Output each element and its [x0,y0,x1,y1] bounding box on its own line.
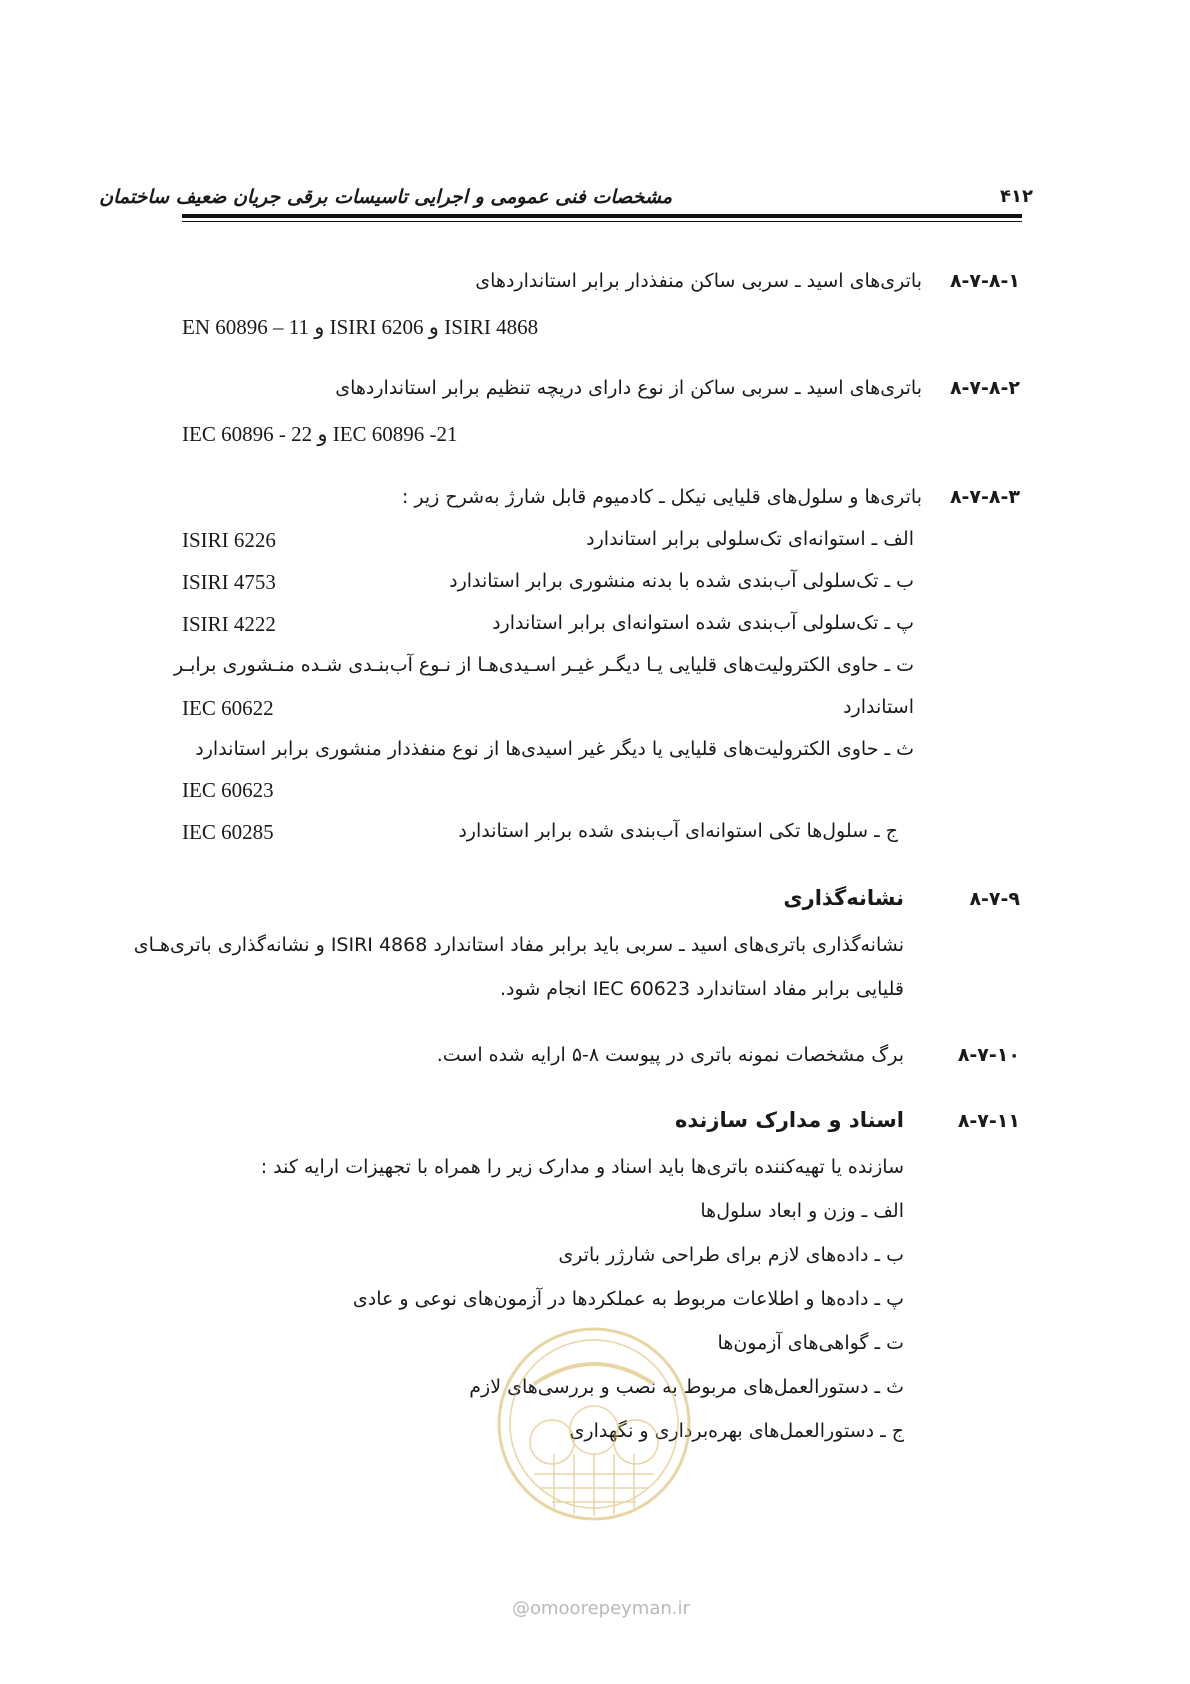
list-item: ت ـ گواهی‌های آزمون‌ها [717,1332,904,1354]
watermark-seal-icon [494,1324,694,1554]
section-number: ۸-۷-۱۱ [957,1110,1020,1132]
list-item: الف ـ وزن و ابعاد سلول‌ها [700,1200,904,1222]
paragraph-line: نشانه‌گذاری باتری‌های اسید ـ سربی باید برابر مفاد استاندارد ISIRI 4868 و نشانه‌گذاری باتری‌هـای [133,934,904,956]
page-number: ۴۱۲ [1000,186,1033,207]
standards-line: EN 60896 – 11 و ISIRI 6206 و ISIRI 4868 [182,315,539,339]
section-number: ۸-۷-۸-۱ [949,270,1020,292]
paragraph-line: قلیایی برابر مفاد استاندارد IEC 60623 انجام شود. [500,978,904,1000]
list-item: ث ـ دستورالعمل‌های مربوط به نصب و بررسی‌های لازم [469,1376,904,1398]
section-text: باتری‌های اسید ـ سربی ساکن از نوع دارای دریچه تنظیم برابر استانداردهای [335,377,922,399]
list-item: ث ـ حاوی الکترولیت‌های قلیایی یا دیگر غیر اسیدی‌ها از نوع منفذدار منشوری برابر استاندارد [195,738,914,760]
list-item: الف ـ استوانه‌ای تک‌سلولی برابر استاندارد [586,528,914,550]
header-rule-thick [182,214,1022,218]
section-heading: نشانه‌گذاری [783,886,904,910]
list-item: ج ـ سلول‌ها تکی استوانه‌ای آب‌بندی شده برابر استاندارد [458,820,898,842]
list-item: ب ـ داده‌های لازم برای طراحی شارژر باتری [558,1244,904,1266]
list-item: ب ـ تک‌سلولی آب‌بندی شده با بدنه منشوری برابر استاندارد [449,570,914,592]
list-item: پ ـ داده‌ها و اطلاعات مربوط به عملکردها در آزمون‌های نوعی و عادی [352,1288,904,1310]
section-heading: اسناد و مدارک سازنده [674,1108,904,1132]
section-text: برگ مشخصات نمونه باتری در پیوست ۸-۵ ارایه شده است. [436,1044,904,1066]
running-header-title: مشخصات فنی عمومی و اجرایی تاسیسات برقی جریان ضعیف ساختمان [99,186,672,208]
list-item: ت ـ حاوی الکترولیت‌های قلیایی یـا دیگـر غیـر اسـیدی‌هـا از نـوع آب‌بنـدی شـده منـشوری برابـر [174,654,914,676]
header-rule-thin [182,221,1022,222]
list-item-standard: IEC 60623 [182,778,274,802]
section-text: باتری‌ها و سلول‌های قلیایی نیکل ـ کادمیوم قابل شارژ به‌شرح زیر : [401,486,922,508]
watermark-site: @omoorepeyman.ir [512,1598,690,1619]
list-item: پ ـ تک‌سلولی آب‌بندی شده استوانه‌ای برابر استاندارد [492,612,914,634]
list-item: ج ـ دستورالعمل‌های بهره‌برداری و نگهداری [569,1420,904,1442]
standards-line: IEC 60896 - 22 و IEC 60896 -21 [182,422,458,446]
section-text: باتری‌های اسید ـ سربی ساکن منفذدار برابر استانداردهای [475,270,922,292]
paragraph-line: سازنده یا تهیه‌کننده باتری‌ها باید اسناد و مدارک زیر را همراه با تجهیزات ارایه کند : [260,1156,904,1178]
list-item-standard: IEC 60285 [182,820,274,844]
list-item-standard: IEC 60622 [182,696,274,720]
list-item-continuation: استاندارد [843,696,914,718]
section-number: ۸-۷-۱۰ [957,1044,1020,1066]
list-item-standard: ISIRI 6226 [182,528,276,552]
section-number: ۸-۷-۸-۳ [949,486,1020,508]
list-item-standard: ISIRI 4753 [182,570,276,594]
section-number: ۸-۷-۹ [969,888,1020,910]
list-item-standard: ISIRI 4222 [182,612,276,636]
section-number: ۸-۷-۸-۲ [949,377,1020,399]
